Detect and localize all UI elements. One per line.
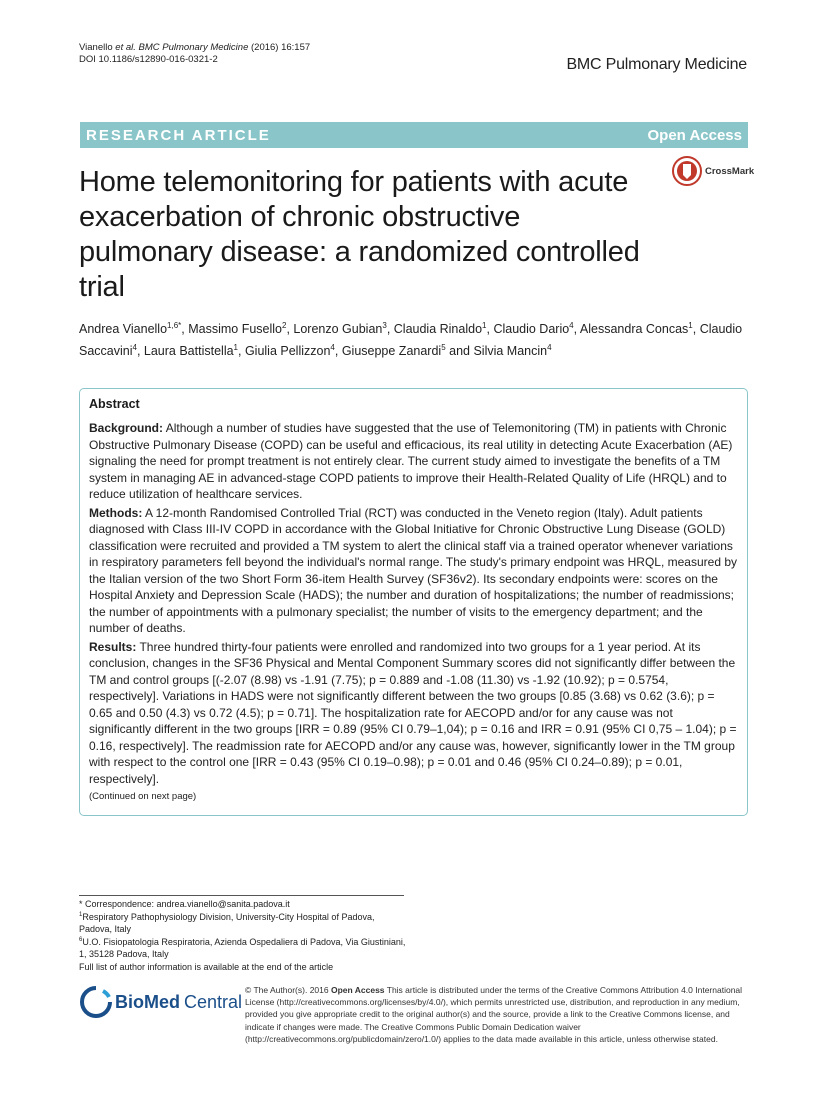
- author-affiliation-marker: 2: [282, 320, 287, 330]
- author-affiliation-marker: 1,6*: [167, 320, 182, 330]
- full-author-info-note: Full list of author information is available at the end of the article: [79, 961, 334, 972]
- author-separator: ,: [573, 322, 580, 336]
- author-list: [79, 318, 754, 362]
- author-separator: ,: [181, 322, 189, 336]
- crossmark-badge[interactable]: [672, 156, 754, 186]
- author-separator: ,: [386, 322, 394, 336]
- author-name: Giuseppe Zanardi: [341, 344, 442, 358]
- author-affiliation-marker: 4: [569, 320, 574, 330]
- author-separator: ,: [238, 344, 245, 358]
- author-separator: and: [445, 344, 474, 358]
- abstract-results: Results: Three hundred thirty-four patients were enrolled and randomized into two groups for a 1 year period. At its conclusion, changes in the SF36 Physical and Mental Component Summary scores did not significantly differ between the TM and control groups [(-2.07 (8.98) vs -1.91 (7.75); p = 0.889 and -1.08 (11.30) vs -1.92 (10.92); p = 0.5754, respectively]. Variations in HADS were not significantly different between the two groups [0.85 (3.68) vs 0.62 (3.6); p = 0.65 and 0.50 (4.3) vs 0.72 (4.5); p = 0.71]. The hospitalization rate for AECOPD and/or for any cause was not significantly different in the two groups [IRR = 0.89 (95% CI 0.79–1,04); p = 0.16 and IRR = 0.91 (95% CI 0,75 – 1.04); p = 0.16, respectively]. The readmission rate for AECOPD and/or any cause was, however, significantly lower in the TM group with respect to the control one [IRR = 0.43 (95% CI 0.19–0.98); p = 0.01 and 0.46 (95% CI 0.24–0.89); p = 0.01, respectively].: [89, 639, 737, 786]
- author-name: Lorenzo Gubian: [293, 322, 383, 336]
- author-affiliation-marker: 1: [482, 320, 487, 330]
- author-name: Silvia Mancin: [473, 344, 548, 358]
- author-name: Claudia Rinaldo: [393, 322, 483, 336]
- citation-header: [79, 42, 310, 66]
- abstract-background: Background: Although a number of studies have suggested that the use of Telemonitoring (TM) in patients with Chronic Obstructive Pulmonary Disease (COPD) can be useful and efficacious, its real utility in detecting Acute Exacerbation (AE) signaling the need for prompt treatment is not entirely clear. The current study aimed to investigate the benefits of a TM system in managing AE in advanced-stage COPD patients to improve their Health-Related Quality of Life (HRQL) and to reduce utilization of healthcare services.: [89, 421, 733, 501]
- author-affiliation-marker: 1: [688, 320, 693, 330]
- continued-note: (Continued on next page): [89, 791, 197, 802]
- author-separator: ,: [692, 322, 700, 336]
- author-name: Massimo Fusello: [188, 322, 282, 336]
- doi: DOI 10.1186/s12890-016-0321-2: [79, 54, 218, 65]
- abstract-box: [79, 388, 748, 816]
- footnote-divider: [79, 895, 404, 896]
- author-name: Alessandra Concas: [579, 322, 689, 336]
- abstract-heading: Abstract: [89, 397, 140, 411]
- author-affiliation-marker: 4: [132, 342, 137, 352]
- article-banner: [80, 122, 748, 148]
- publisher-bio: BioMed: [115, 991, 180, 1012]
- author-name: Laura Battistella: [143, 344, 234, 358]
- footnotes: [79, 898, 409, 973]
- author-affiliation-marker: 3: [382, 320, 387, 330]
- license-text: © The Author(s). 2016 Open Access This article is distributed under the terms of the Creative Commons Attribution 4.0 International License (http://creativecommons.org/licenses/by/4.0/), which permits unrestricted use, distribution, and reproduction in any medium, provided you give appropriate credit to the original author(s) and the source, provide a link to the Creative Commons license, and indicate if changes were made. The Creative Commons Public Domain Dedication waiver (http://creativecommons.org/publicdomain/zero/1.0/) applies to the data made available in this article, unless otherwise stated.: [245, 985, 743, 1044]
- citation-text: Vianello et al. BMC Pulmonary Medicine (2016) 16:157: [79, 42, 311, 53]
- correspondence: * Correspondence: andrea.vianello@sanita.padova.it: [79, 899, 290, 909]
- crossmark-icon: [672, 156, 702, 186]
- author-separator: ,: [286, 322, 294, 336]
- author-separator: ,: [334, 344, 342, 358]
- author-name: Andrea Vianello: [79, 322, 168, 336]
- publisher-central: Central: [184, 991, 243, 1012]
- article-type: RESEARCH ARTICLE: [86, 126, 271, 144]
- author-affiliation-marker: 4: [547, 342, 552, 352]
- affiliation-1: $^1$Respiratory Pathophysiology Division, University-City Hospital of Padova, Padova, Italy: [79, 911, 375, 934]
- open-access-label: Open Access: [647, 126, 742, 144]
- citation-line: [79, 42, 310, 54]
- author-affiliation-marker: 4: [330, 342, 335, 352]
- author-affiliation-marker: 1: [233, 342, 238, 352]
- author-name: Claudio Saccavini: [79, 322, 743, 358]
- author-name: Claudio Dario: [493, 322, 570, 336]
- author-separator: ,: [136, 344, 144, 358]
- biomed-central-logo: [79, 985, 242, 1019]
- abstract-methods: Methods: A 12-month Randomised Controlled Trial (RCT) was conducted in the Veneto region (Italy). Adult patients diagnosed with Class III-IV COPD in accordance with the Global Initiative for Chronic Obstructive Lung Disease (GOLD) classification were recruited and provided a TM system to alert the clinical staff via a trained operator whenever variations in respiratory parameters fell beyond the individual's normal range. The study's primary endpoint was HRQL, measured by the Italian version of the two Short Form 36-item Health Survey (SF36v2). Its secondary endpoints were: scores on the Hospital Anxiety and Depression Scale (HADS); the number and duration of hospitalizations; the number of readmissions; the number of appointments with a pulmonary specialist; the number of visits to the emergency department; and the number of deaths.: [89, 505, 738, 635]
- journal-name: BMC Pulmonary Medicine: [566, 56, 747, 73]
- article-title: Home telemonitoring for patients with acute exacerbation of chronic obstructive pulmonary disease: a randomized controlled trial: [79, 166, 640, 303]
- author-name: Giulia Pellizzon: [244, 344, 331, 358]
- affiliation-6: $^6$U.O. Fisiopatologia Respiratoria, Azienda Ospedaliera di Padova, Via Giustiniani, 1, 35128 Padova, Italy: [79, 936, 406, 959]
- author-affiliation-marker: 5: [441, 342, 446, 352]
- crossmark-label: CrossMark: [705, 165, 755, 177]
- biomed-central-icon: [79, 985, 113, 1019]
- author-separator: ,: [486, 322, 494, 336]
